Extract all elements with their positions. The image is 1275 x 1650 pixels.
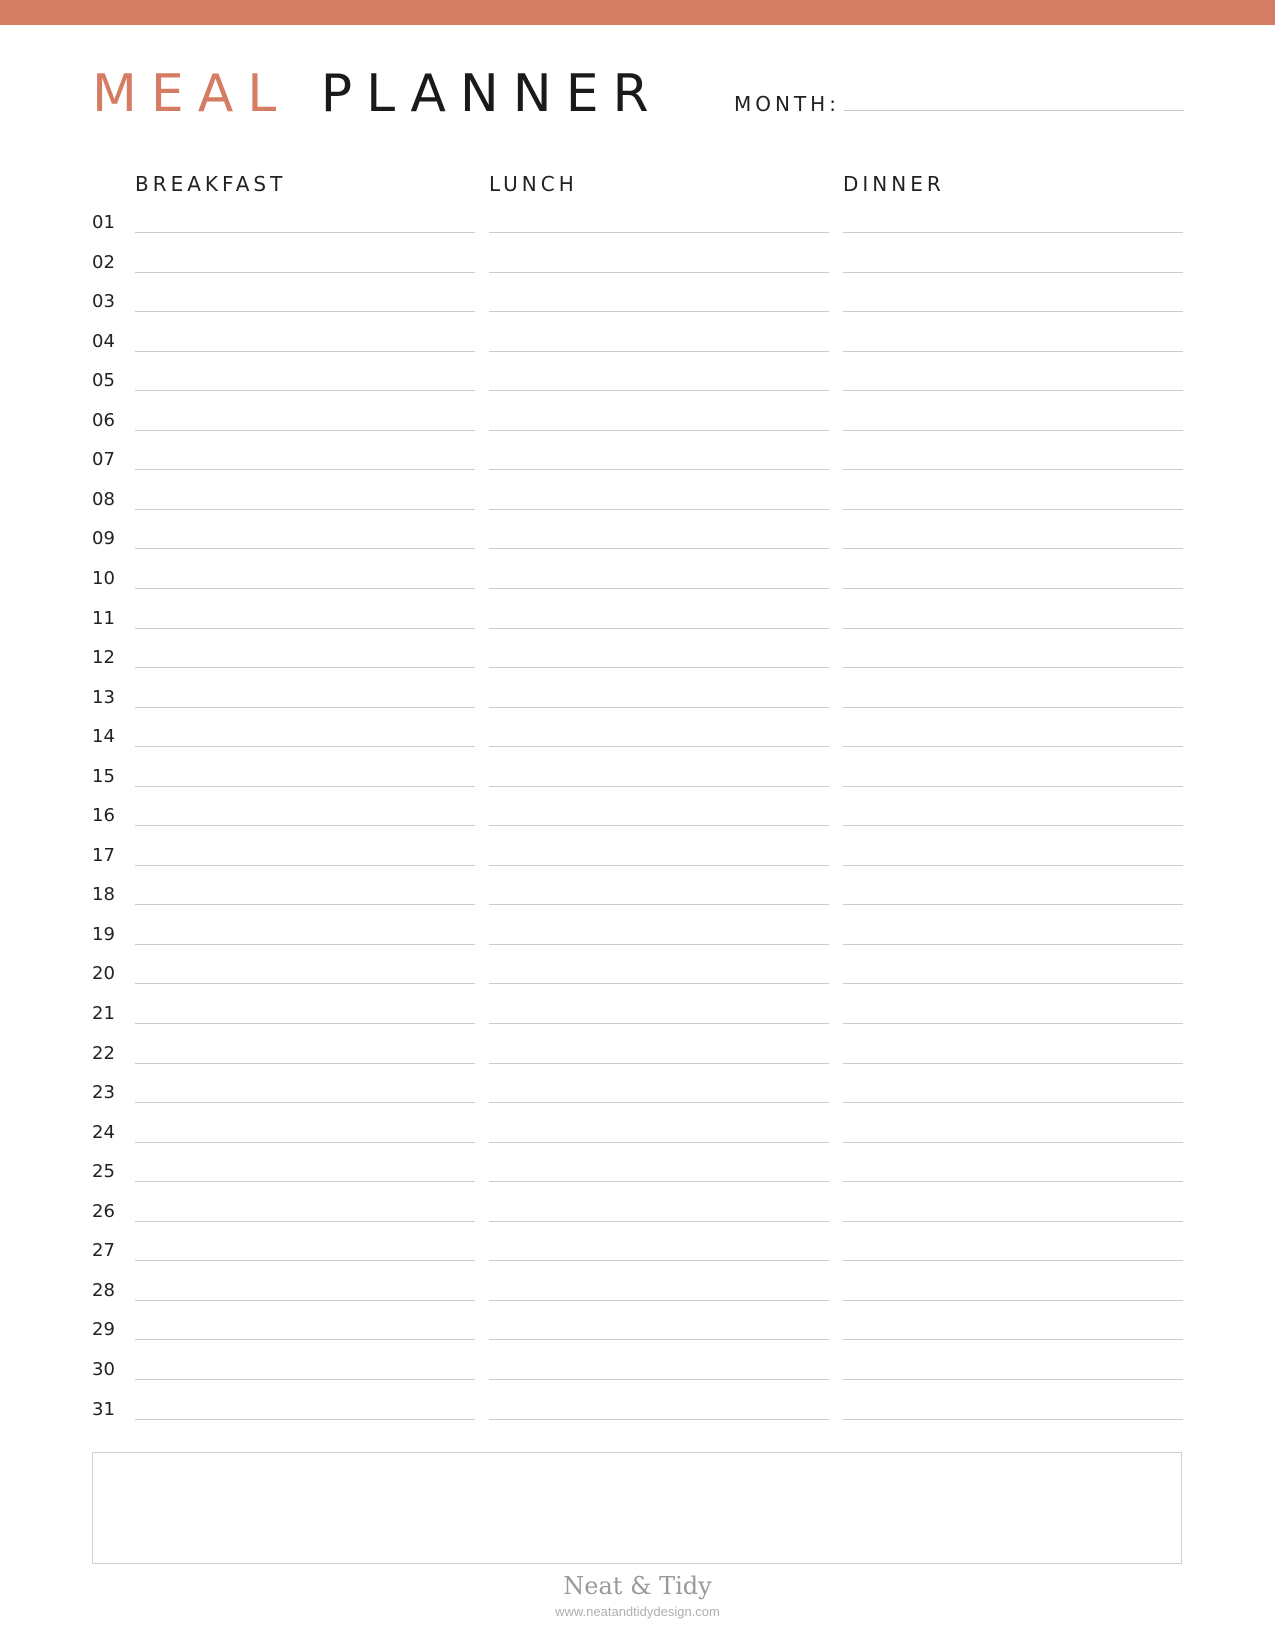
breakfast-entry-line[interactable] bbox=[135, 469, 475, 470]
column-header-lunch: LUNCH bbox=[489, 172, 578, 196]
page-title bbox=[92, 58, 663, 130]
lunch-entry-line[interactable] bbox=[489, 1063, 829, 1064]
breakfast-entry-line[interactable] bbox=[135, 548, 475, 549]
day-number: 29 bbox=[92, 1319, 115, 1341]
dinner-entry-line[interactable] bbox=[843, 746, 1183, 747]
dinner-entry-line[interactable] bbox=[843, 1221, 1183, 1222]
day-row bbox=[0, 1309, 1275, 1349]
dinner-entry-line[interactable] bbox=[843, 430, 1183, 431]
day-number: 21 bbox=[92, 1003, 115, 1024]
day-number: 20 bbox=[92, 963, 115, 985]
breakfast-entry-line[interactable] bbox=[135, 1339, 475, 1340]
dinner-entry-line[interactable] bbox=[843, 469, 1183, 470]
day-number: 07 bbox=[92, 449, 115, 471]
lunch-entry-line[interactable] bbox=[489, 430, 829, 431]
breakfast-entry-line[interactable] bbox=[135, 1181, 475, 1182]
day-row bbox=[0, 914, 1275, 954]
lunch-entry-line[interactable] bbox=[489, 390, 829, 391]
breakfast-entry-line[interactable] bbox=[135, 272, 475, 273]
lunch-entry-line[interactable] bbox=[489, 548, 829, 549]
dinner-entry-line[interactable] bbox=[843, 1260, 1183, 1261]
dinner-entry-line[interactable] bbox=[843, 509, 1183, 510]
day-row bbox=[0, 400, 1275, 440]
lunch-entry-line[interactable] bbox=[489, 746, 829, 747]
lunch-entry-line[interactable] bbox=[489, 1379, 829, 1380]
lunch-entry-line[interactable] bbox=[489, 1339, 829, 1340]
day-row bbox=[0, 360, 1275, 400]
dinner-entry-line[interactable] bbox=[843, 1181, 1183, 1182]
day-row bbox=[0, 1349, 1275, 1389]
dinner-entry-line[interactable] bbox=[843, 707, 1183, 708]
lunch-entry-line[interactable] bbox=[489, 904, 829, 905]
day-row bbox=[0, 1389, 1275, 1429]
dinner-entry-line[interactable] bbox=[843, 548, 1183, 549]
lunch-entry-line[interactable] bbox=[489, 351, 829, 352]
lunch-entry-line[interactable] bbox=[489, 1181, 829, 1182]
day-row bbox=[0, 677, 1275, 717]
breakfast-entry-line[interactable] bbox=[135, 390, 475, 391]
day-row bbox=[0, 1230, 1275, 1270]
day-number: 31 bbox=[92, 1398, 115, 1420]
breakfast-entry-line[interactable] bbox=[135, 509, 475, 510]
breakfast-entry-line[interactable] bbox=[135, 786, 475, 787]
lunch-entry-line[interactable] bbox=[489, 786, 829, 787]
lunch-entry-line[interactable] bbox=[489, 1102, 829, 1103]
day-row bbox=[0, 598, 1275, 638]
brand-logo: Neat & Tidy bbox=[563, 1572, 712, 1600]
lunch-entry-line[interactable] bbox=[489, 232, 829, 233]
dinner-entry-line[interactable] bbox=[843, 1142, 1183, 1143]
day-number: 14 bbox=[92, 726, 115, 748]
day-row bbox=[0, 439, 1275, 479]
lunch-entry-line[interactable] bbox=[489, 628, 829, 629]
day-row bbox=[0, 518, 1275, 558]
day-number: 10 bbox=[92, 567, 115, 589]
breakfast-entry-line[interactable] bbox=[135, 1419, 475, 1420]
title-accent-word: MEAL bbox=[92, 64, 291, 124]
lunch-entry-line[interactable] bbox=[489, 667, 829, 668]
day-row bbox=[0, 321, 1275, 361]
day-row bbox=[0, 953, 1275, 993]
day-row bbox=[0, 1191, 1275, 1231]
day-number: 22 bbox=[92, 1042, 115, 1064]
dinner-entry-line[interactable] bbox=[843, 944, 1183, 945]
day-number: 23 bbox=[92, 1082, 115, 1104]
breakfast-entry-line[interactable] bbox=[135, 1023, 475, 1024]
breakfast-entry-line[interactable] bbox=[135, 983, 475, 984]
breakfast-entry-line[interactable] bbox=[135, 311, 475, 312]
day-number: 15 bbox=[92, 765, 115, 787]
day-number: 12 bbox=[92, 647, 115, 669]
dinner-entry-line[interactable] bbox=[843, 311, 1183, 312]
lunch-entry-line[interactable] bbox=[489, 509, 829, 510]
dinner-entry-line[interactable] bbox=[843, 1300, 1183, 1301]
dinner-entry-line[interactable] bbox=[843, 1419, 1183, 1420]
dinner-entry-line[interactable] bbox=[843, 1339, 1183, 1340]
dinner-entry-line[interactable] bbox=[843, 390, 1183, 391]
lunch-entry-line[interactable] bbox=[489, 825, 829, 826]
breakfast-entry-line[interactable] bbox=[135, 707, 475, 708]
breakfast-entry-line[interactable] bbox=[135, 430, 475, 431]
dinner-entry-line[interactable] bbox=[843, 272, 1183, 273]
day-row bbox=[0, 1151, 1275, 1191]
day-row bbox=[0, 281, 1275, 321]
dinner-entry-line[interactable] bbox=[843, 351, 1183, 352]
lunch-entry-line[interactable] bbox=[489, 1300, 829, 1301]
dinner-entry-line[interactable] bbox=[843, 786, 1183, 787]
day-number: 19 bbox=[92, 923, 115, 945]
breakfast-entry-line[interactable] bbox=[135, 1221, 475, 1222]
day-number: 30 bbox=[92, 1358, 115, 1380]
dinner-entry-line[interactable] bbox=[843, 1102, 1183, 1103]
day-row bbox=[0, 558, 1275, 598]
day-row bbox=[0, 835, 1275, 875]
day-row bbox=[0, 756, 1275, 796]
dinner-entry-line[interactable] bbox=[843, 865, 1183, 866]
lunch-entry-line[interactable] bbox=[489, 865, 829, 866]
dinner-entry-line[interactable] bbox=[843, 588, 1183, 589]
lunch-entry-line[interactable] bbox=[489, 1419, 829, 1420]
breakfast-entry-line[interactable] bbox=[135, 1063, 475, 1064]
breakfast-entry-line[interactable] bbox=[135, 232, 475, 233]
day-row bbox=[0, 874, 1275, 914]
breakfast-entry-line[interactable] bbox=[135, 588, 475, 589]
day-number: 27 bbox=[92, 1240, 115, 1262]
day-number: 08 bbox=[92, 488, 115, 510]
lunch-entry-line[interactable] bbox=[489, 707, 829, 708]
lunch-entry-line[interactable] bbox=[489, 1260, 829, 1261]
dinner-entry-line[interactable] bbox=[843, 1023, 1183, 1024]
breakfast-entry-line[interactable] bbox=[135, 1260, 475, 1261]
day-number: 18 bbox=[92, 884, 115, 906]
top-accent-bar bbox=[0, 0, 1275, 25]
day-row bbox=[0, 1270, 1275, 1310]
dinner-entry-line[interactable] bbox=[843, 904, 1183, 905]
breakfast-entry-line[interactable] bbox=[135, 1379, 475, 1380]
day-number: 26 bbox=[92, 1200, 115, 1222]
day-number: 11 bbox=[92, 607, 115, 629]
day-number: 06 bbox=[92, 409, 115, 431]
lunch-entry-line[interactable] bbox=[489, 311, 829, 312]
breakfast-entry-line[interactable] bbox=[135, 351, 475, 352]
column-header-dinner: DINNER bbox=[843, 172, 945, 196]
breakfast-entry-line[interactable] bbox=[135, 1300, 475, 1301]
day-row bbox=[0, 1112, 1275, 1152]
day-row bbox=[0, 242, 1275, 282]
month-label: MONTH: bbox=[734, 92, 840, 116]
day-row bbox=[0, 637, 1275, 677]
lunch-entry-line[interactable] bbox=[489, 1221, 829, 1222]
day-row bbox=[0, 202, 1275, 242]
column-header-breakfast: BREAKFAST bbox=[135, 172, 287, 196]
month-field[interactable] bbox=[844, 110, 1184, 111]
lunch-entry-line[interactable] bbox=[489, 272, 829, 273]
dinner-entry-line[interactable] bbox=[843, 983, 1183, 984]
brand-url: www.neatandtidydesign.com bbox=[555, 1604, 720, 1619]
day-row bbox=[0, 1033, 1275, 1073]
day-number: 24 bbox=[92, 1121, 115, 1143]
lunch-entry-line[interactable] bbox=[489, 983, 829, 984]
dinner-entry-line[interactable] bbox=[843, 232, 1183, 233]
day-number: 13 bbox=[92, 686, 115, 708]
breakfast-entry-line[interactable] bbox=[135, 628, 475, 629]
day-number: 09 bbox=[92, 528, 115, 550]
breakfast-entry-line[interactable] bbox=[135, 825, 475, 826]
title-main-word: PLANNER bbox=[320, 64, 663, 124]
day-number: 16 bbox=[92, 805, 115, 827]
dinner-entry-line[interactable] bbox=[843, 1063, 1183, 1064]
dinner-entry-line[interactable] bbox=[843, 825, 1183, 826]
day-number: 02 bbox=[92, 251, 115, 273]
breakfast-entry-line[interactable] bbox=[135, 904, 475, 905]
day-row bbox=[0, 795, 1275, 835]
notes-box[interactable] bbox=[92, 1452, 1182, 1564]
dinner-entry-line[interactable] bbox=[843, 667, 1183, 668]
day-row bbox=[0, 1072, 1275, 1112]
breakfast-entry-line[interactable] bbox=[135, 944, 475, 945]
breakfast-entry-line[interactable] bbox=[135, 1142, 475, 1143]
day-row bbox=[0, 993, 1275, 1033]
dinner-entry-line[interactable] bbox=[843, 1379, 1183, 1380]
breakfast-entry-line[interactable] bbox=[135, 865, 475, 866]
lunch-entry-line[interactable] bbox=[489, 944, 829, 945]
day-number: 17 bbox=[92, 844, 115, 866]
dinner-entry-line[interactable] bbox=[843, 628, 1183, 629]
breakfast-entry-line[interactable] bbox=[135, 1102, 475, 1103]
day-number: 03 bbox=[92, 291, 115, 313]
day-row bbox=[0, 716, 1275, 756]
lunch-entry-line[interactable] bbox=[489, 469, 829, 470]
breakfast-entry-line[interactable] bbox=[135, 746, 475, 747]
day-number: 01 bbox=[92, 212, 115, 233]
day-number: 04 bbox=[92, 330, 115, 352]
lunch-entry-line[interactable] bbox=[489, 1142, 829, 1143]
lunch-entry-line[interactable] bbox=[489, 588, 829, 589]
day-number: 25 bbox=[92, 1161, 115, 1183]
lunch-entry-line[interactable] bbox=[489, 1023, 829, 1024]
day-row bbox=[0, 479, 1275, 519]
day-number: 28 bbox=[92, 1279, 115, 1301]
breakfast-entry-line[interactable] bbox=[135, 667, 475, 668]
day-number: 05 bbox=[92, 370, 115, 392]
